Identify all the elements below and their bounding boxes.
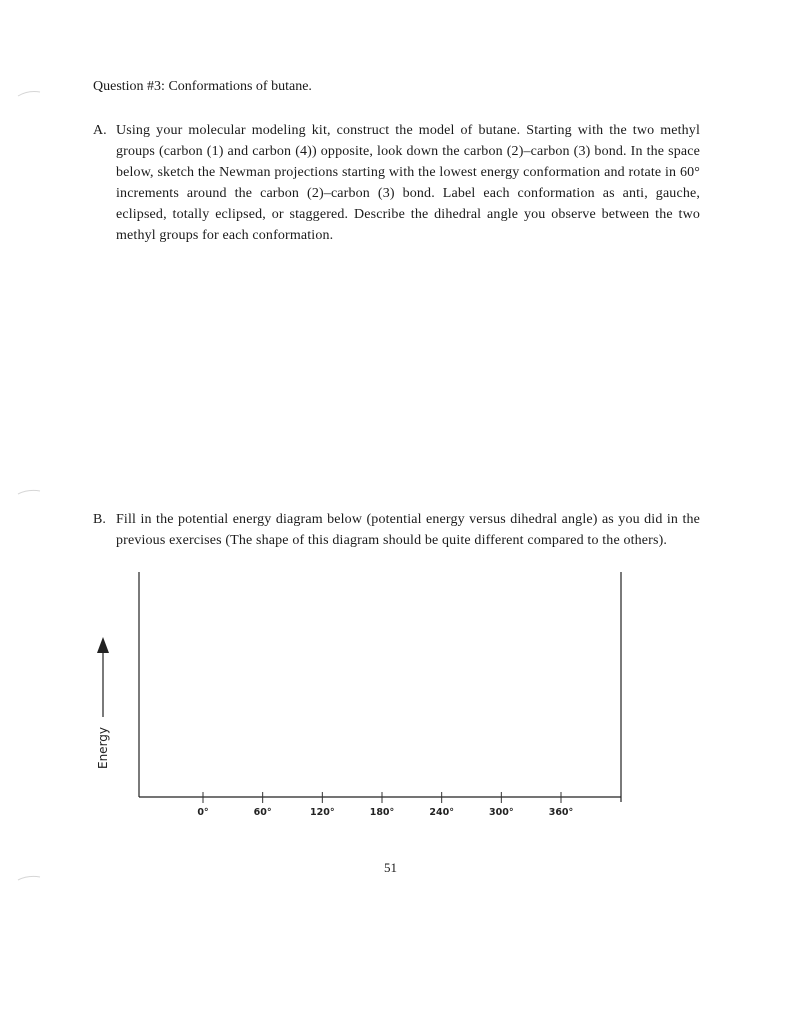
part-b-letter: B.: [93, 512, 106, 527]
scan-mark: [18, 92, 40, 97]
part-a-instructions: Using your molecular modeling kit, construct the model of butane. Starting with the two methyl groups (carbon (1) and carbon (4)) opposite, look down the carbon (2)–carbon (3) bond. In the space below, sketch the Newman projections starting with the lowest energy conformation and rotate in 60° increments around the carbon (2)–carbon (3) bond. Label each conformation as anti, gauche, eclipsed, totally eclipsed, or staggered. Describe the dihedral angle you observe between the two methyl groups for each conformation.: [116, 123, 700, 243]
part-a: [93, 120, 700, 246]
page-number: 51: [384, 860, 397, 875]
y-axis-label: Energy: [96, 726, 110, 770]
x-tick-label: 120°: [310, 807, 335, 818]
part-b: [93, 509, 700, 551]
part-b-instructions: Fill in the potential energy diagram below (potential energy versus dihedral angle) as you did in the previous exercises (The shape of this diagram should be quite different compared to the others).: [116, 512, 700, 548]
scan-mark: [18, 490, 40, 494]
x-tick-label: 360°: [548, 807, 574, 818]
x-tick-label: 0°: [197, 807, 209, 818]
scan-mark: [18, 876, 40, 880]
x-tick-label: 60°: [253, 807, 272, 818]
x-ticks: [197, 792, 573, 818]
energy-arrow-head: [97, 637, 109, 653]
x-tick-label: 180°: [369, 807, 395, 818]
x-tick-label: 240°: [429, 807, 454, 818]
question-title: Question #3: Conformations of butane.: [93, 79, 312, 94]
part-a-letter: A.: [93, 123, 107, 138]
x-tick-label: 300°: [489, 807, 514, 818]
